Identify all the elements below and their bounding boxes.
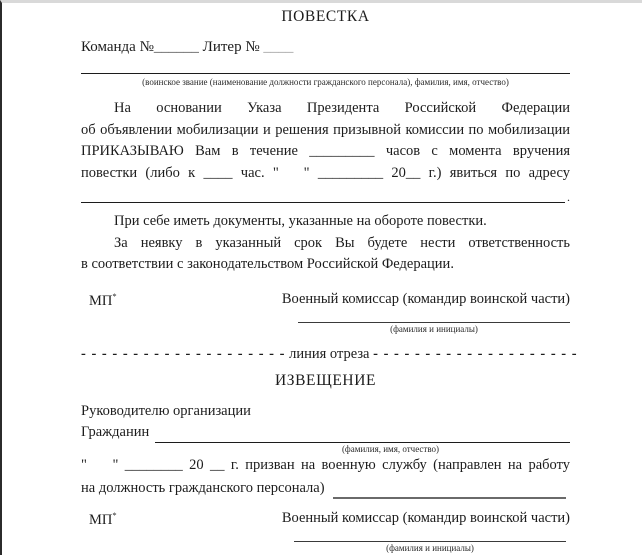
address-blank-row bbox=[81, 188, 570, 203]
addressee-caption: (воинское звание (наименование должности гражданского персонала), фамилия, имя, отчество) bbox=[142, 77, 509, 87]
position-blank-line bbox=[333, 484, 566, 499]
notice-section bbox=[81, 372, 570, 553]
position-row bbox=[81, 477, 570, 499]
summons-title: ПОВЕСТКА bbox=[281, 8, 370, 25]
address-blank-line bbox=[81, 188, 565, 203]
notes-paragraph bbox=[81, 211, 570, 276]
notice-recipient: Руководителю организации bbox=[81, 403, 251, 420]
citizen-row bbox=[81, 422, 570, 443]
citizen-label: Гражданин bbox=[81, 424, 150, 441]
position-label: на должность гражданского персонала) bbox=[81, 479, 325, 496]
cut-line-label: линия отреза bbox=[285, 346, 374, 363]
notice-stamp-place-text: МП bbox=[89, 511, 113, 528]
document-content bbox=[2, 3, 642, 554]
notice-stamp-footnote-asterisk: * bbox=[112, 509, 117, 520]
notice-title: ИЗВЕЩЕНИЕ bbox=[274, 372, 377, 390]
order-line-2: об объявлении мобилизации и решения призывной комиссии по мобилизации bbox=[81, 121, 570, 138]
note-liability-2: в соответствии с законодательством Российской Федерации. bbox=[81, 256, 454, 272]
order-line-1: На основании Указа Президента Российской Федерации bbox=[114, 100, 570, 116]
order-line-3: ПРИКАЗЫВАЮ Вам в течение _________ часов с момента вручения bbox=[81, 143, 570, 159]
cut-line-dashes-left: - - - - - - - - - - - - - - - - - - - - bbox=[81, 346, 286, 363]
addressee-blank-line bbox=[81, 73, 570, 74]
notice-commissar-signature-block bbox=[294, 541, 566, 554]
conscription-date-line: " " ________ 20 __ г. призван на военную службу (направлен на работу bbox=[81, 457, 570, 474]
stamp-footnote-asterisk: * bbox=[112, 290, 117, 301]
cut-line bbox=[81, 346, 578, 363]
stamp-place-label bbox=[89, 291, 117, 310]
notice-signature-caption: (фамилия и инициалы) bbox=[386, 542, 474, 553]
commissar-signature-block bbox=[298, 322, 570, 335]
address-line-period: . bbox=[567, 190, 570, 204]
note-liability-1: За неявку в указанный срок Вы будете нести ответственность bbox=[114, 234, 570, 251]
liter-label: Литер № bbox=[202, 39, 260, 55]
notice-commissar-title: Военный комиссар (командир воинской части) bbox=[281, 509, 570, 526]
liter-number-blank: ____ bbox=[263, 39, 294, 55]
commissar-title: Военный комиссар (командир воинской части) bbox=[281, 290, 570, 307]
summons-section bbox=[81, 8, 570, 335]
citizen-name-blank-line bbox=[155, 428, 570, 443]
citizen-name-caption: (фамилия, имя, отчество) bbox=[341, 444, 440, 455]
note-documents: При себе иметь документы, указанные на обороте повестки. bbox=[114, 213, 487, 229]
notice-stamp-place-label bbox=[89, 510, 117, 529]
team-number-blank: ______ bbox=[153, 39, 199, 55]
notice-stamp-commissar-row bbox=[81, 510, 570, 529]
stamp-place-text: МП bbox=[89, 292, 113, 309]
stamp-commissar-row bbox=[81, 291, 570, 310]
order-line-4: повестки (либо к ____ час. " " _________ 20__ г.) явиться по адресу bbox=[81, 164, 570, 181]
team-label: Команда № bbox=[81, 39, 154, 55]
conscription-paragraph bbox=[81, 455, 570, 499]
signature-caption: (фамилия и инициалы) bbox=[390, 324, 478, 335]
cut-line-dashes-right: - - - - - - - - - - - - - - - - - - - - bbox=[373, 346, 578, 363]
team-liter-line bbox=[81, 39, 570, 56]
order-paragraph bbox=[81, 98, 570, 184]
